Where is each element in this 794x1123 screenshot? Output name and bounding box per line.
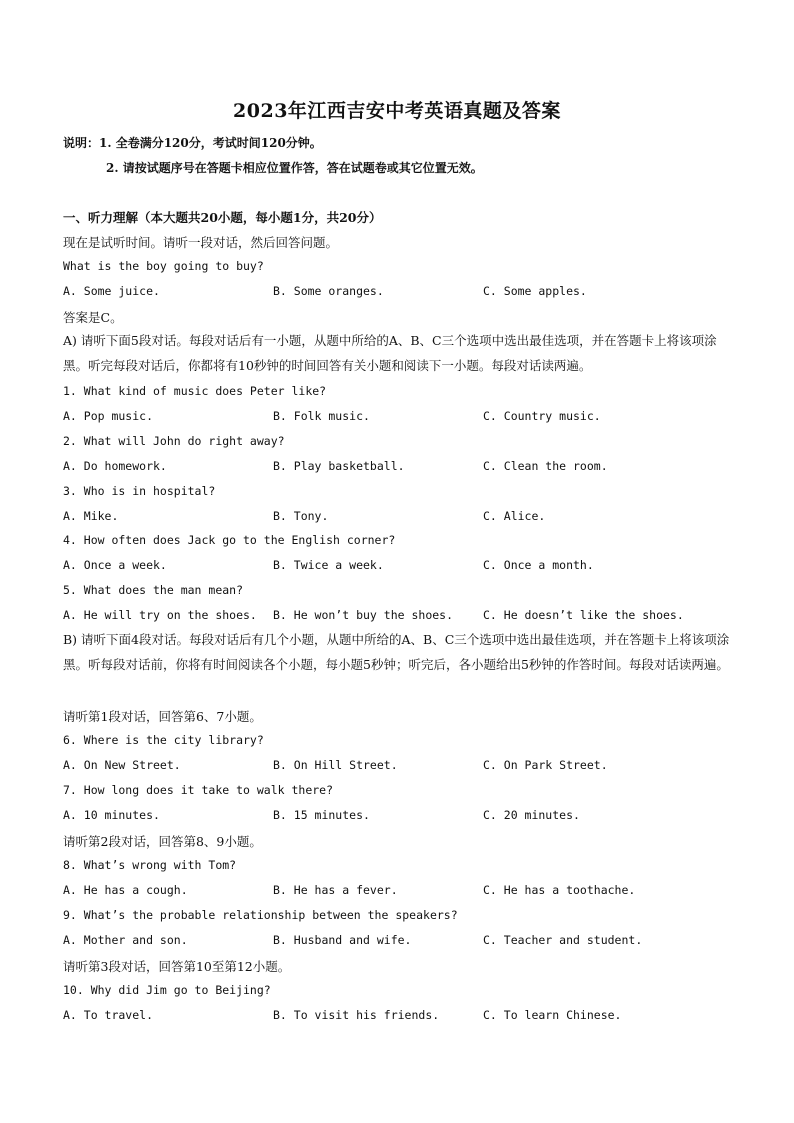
trial-intro: 现在是试听时间。请听一段对话，然后回答问题。 xyxy=(63,235,339,250)
part-a-instructions: A) 请听下面5段对话。每段对话后有一小题，从题中所给的A、B、C三个选项中选出最佳选项，并在答题卡上将该项涂黑。听完每段对话后，你都将有10秒钟的时间回答有关小题和阅读下一小题。每段对话读两遍。 xyxy=(63,333,717,373)
question-8: 8. What’s wrong with Tom? xyxy=(63,858,237,872)
question-6: 6. Where is the city library? xyxy=(63,733,264,747)
question-7: 7. How long does it take to walk there? xyxy=(63,783,334,797)
q10-option-b: B. To visit his friends. xyxy=(273,1008,440,1022)
q5-option-b: B. He won’t buy the shoes. xyxy=(273,608,454,622)
q2-option-a: A. Do homework. xyxy=(63,459,167,473)
q3-option-c: C. Alice. xyxy=(483,509,546,523)
dialog-1-intro: 请听第1段对话，回答第6、7小题。 xyxy=(63,709,262,724)
trial-option-a: A. Some juice. xyxy=(63,284,160,298)
q1-option-c: C. Country music. xyxy=(483,409,601,423)
q7-option-a: A. 10 minutes. xyxy=(63,808,160,822)
q8-option-b: B. He has a fever. xyxy=(273,883,398,897)
q2-option-b: B. Play basketball. xyxy=(273,459,405,473)
q6-option-a: A. On New Street. xyxy=(63,758,181,772)
q5-option-c: C. He doesn’t like the shoes. xyxy=(483,608,684,622)
q10-option-a: A. To travel. xyxy=(63,1008,154,1022)
q9-option-b: B. Husband and wife. xyxy=(273,933,412,947)
dialog-3-intro: 请听第3段对话，回答第10至第12小题。 xyxy=(63,959,291,974)
q4-option-b: B. Twice a week. xyxy=(273,558,384,572)
trial-question: What is the boy going to buy? xyxy=(63,259,264,273)
question-3: 3. Who is in hospital? xyxy=(63,484,216,498)
question-9: 9. What’s the probable relationship between the speakers? xyxy=(63,908,458,922)
q8-option-c: C. He has a toothache. xyxy=(483,883,636,897)
dialog-2-intro: 请听第2段对话，回答第8、9小题。 xyxy=(63,834,262,849)
q9-option-c: C. Teacher and student. xyxy=(483,933,643,947)
page-title: 2023年江西吉安中考英语真题及答案 xyxy=(233,100,561,122)
q6-option-b: B. On Hill Street. xyxy=(273,758,398,772)
instruction-1: 说明：1. 全卷满分120分，考试时间120分钟。 xyxy=(63,136,322,150)
q3-option-b: B. Tony. xyxy=(273,509,329,523)
question-4: 4. How often does Jack go to the English corner? xyxy=(63,533,396,547)
q4-option-c: C. Once a month. xyxy=(483,558,594,572)
q2-option-c: C. Clean the room. xyxy=(483,459,608,473)
section-heading: 一、听力理解（本大题共20小题，每小题1分，共20分） xyxy=(63,210,382,225)
question-1: 1. What kind of music does Peter like? xyxy=(63,384,327,398)
part-b-instructions: B) 请听下面4段对话。每段对话后有几个小题，从题中所给的A、B、C三个选项中选出最佳选项，并在答题卡上将该项涂黑。听每段对话前，你将有时间阅读各个小题，每小题5秒钟；听完后，各小题给出5秒钟的作答时间。每段对话读两遍。 xyxy=(63,632,730,672)
trial-option-c: C. Some apples. xyxy=(483,284,587,298)
q6-option-c: C. On Park Street. xyxy=(483,758,608,772)
question-5: 5. What does the man mean? xyxy=(63,583,244,597)
instruction-2: 2. 请按试题序号在答题卡相应位置作答，答在试题卷或其它位置无效。 xyxy=(106,161,483,175)
q3-option-a: A. Mike. xyxy=(63,509,119,523)
trial-option-b: B. Some oranges. xyxy=(273,284,384,298)
q4-option-a: A. Once a week. xyxy=(63,558,167,572)
q1-option-b: B. Folk music. xyxy=(273,409,370,423)
question-10: 10. Why did Jim go to Beijing? xyxy=(63,983,271,997)
q7-option-c: C. 20 minutes. xyxy=(483,808,580,822)
q1-option-a: A. Pop music. xyxy=(63,409,154,423)
q9-option-a: A. Mother and son. xyxy=(63,933,188,947)
q7-option-b: B. 15 minutes. xyxy=(273,808,370,822)
q10-option-c: C. To learn Chinese. xyxy=(483,1008,622,1022)
q5-option-a: A. He will try on the shoes. xyxy=(63,608,257,622)
question-2: 2. What will John do right away? xyxy=(63,434,285,448)
q8-option-a: A. He has a cough. xyxy=(63,883,188,897)
trial-answer: 答案是C。 xyxy=(63,310,123,325)
